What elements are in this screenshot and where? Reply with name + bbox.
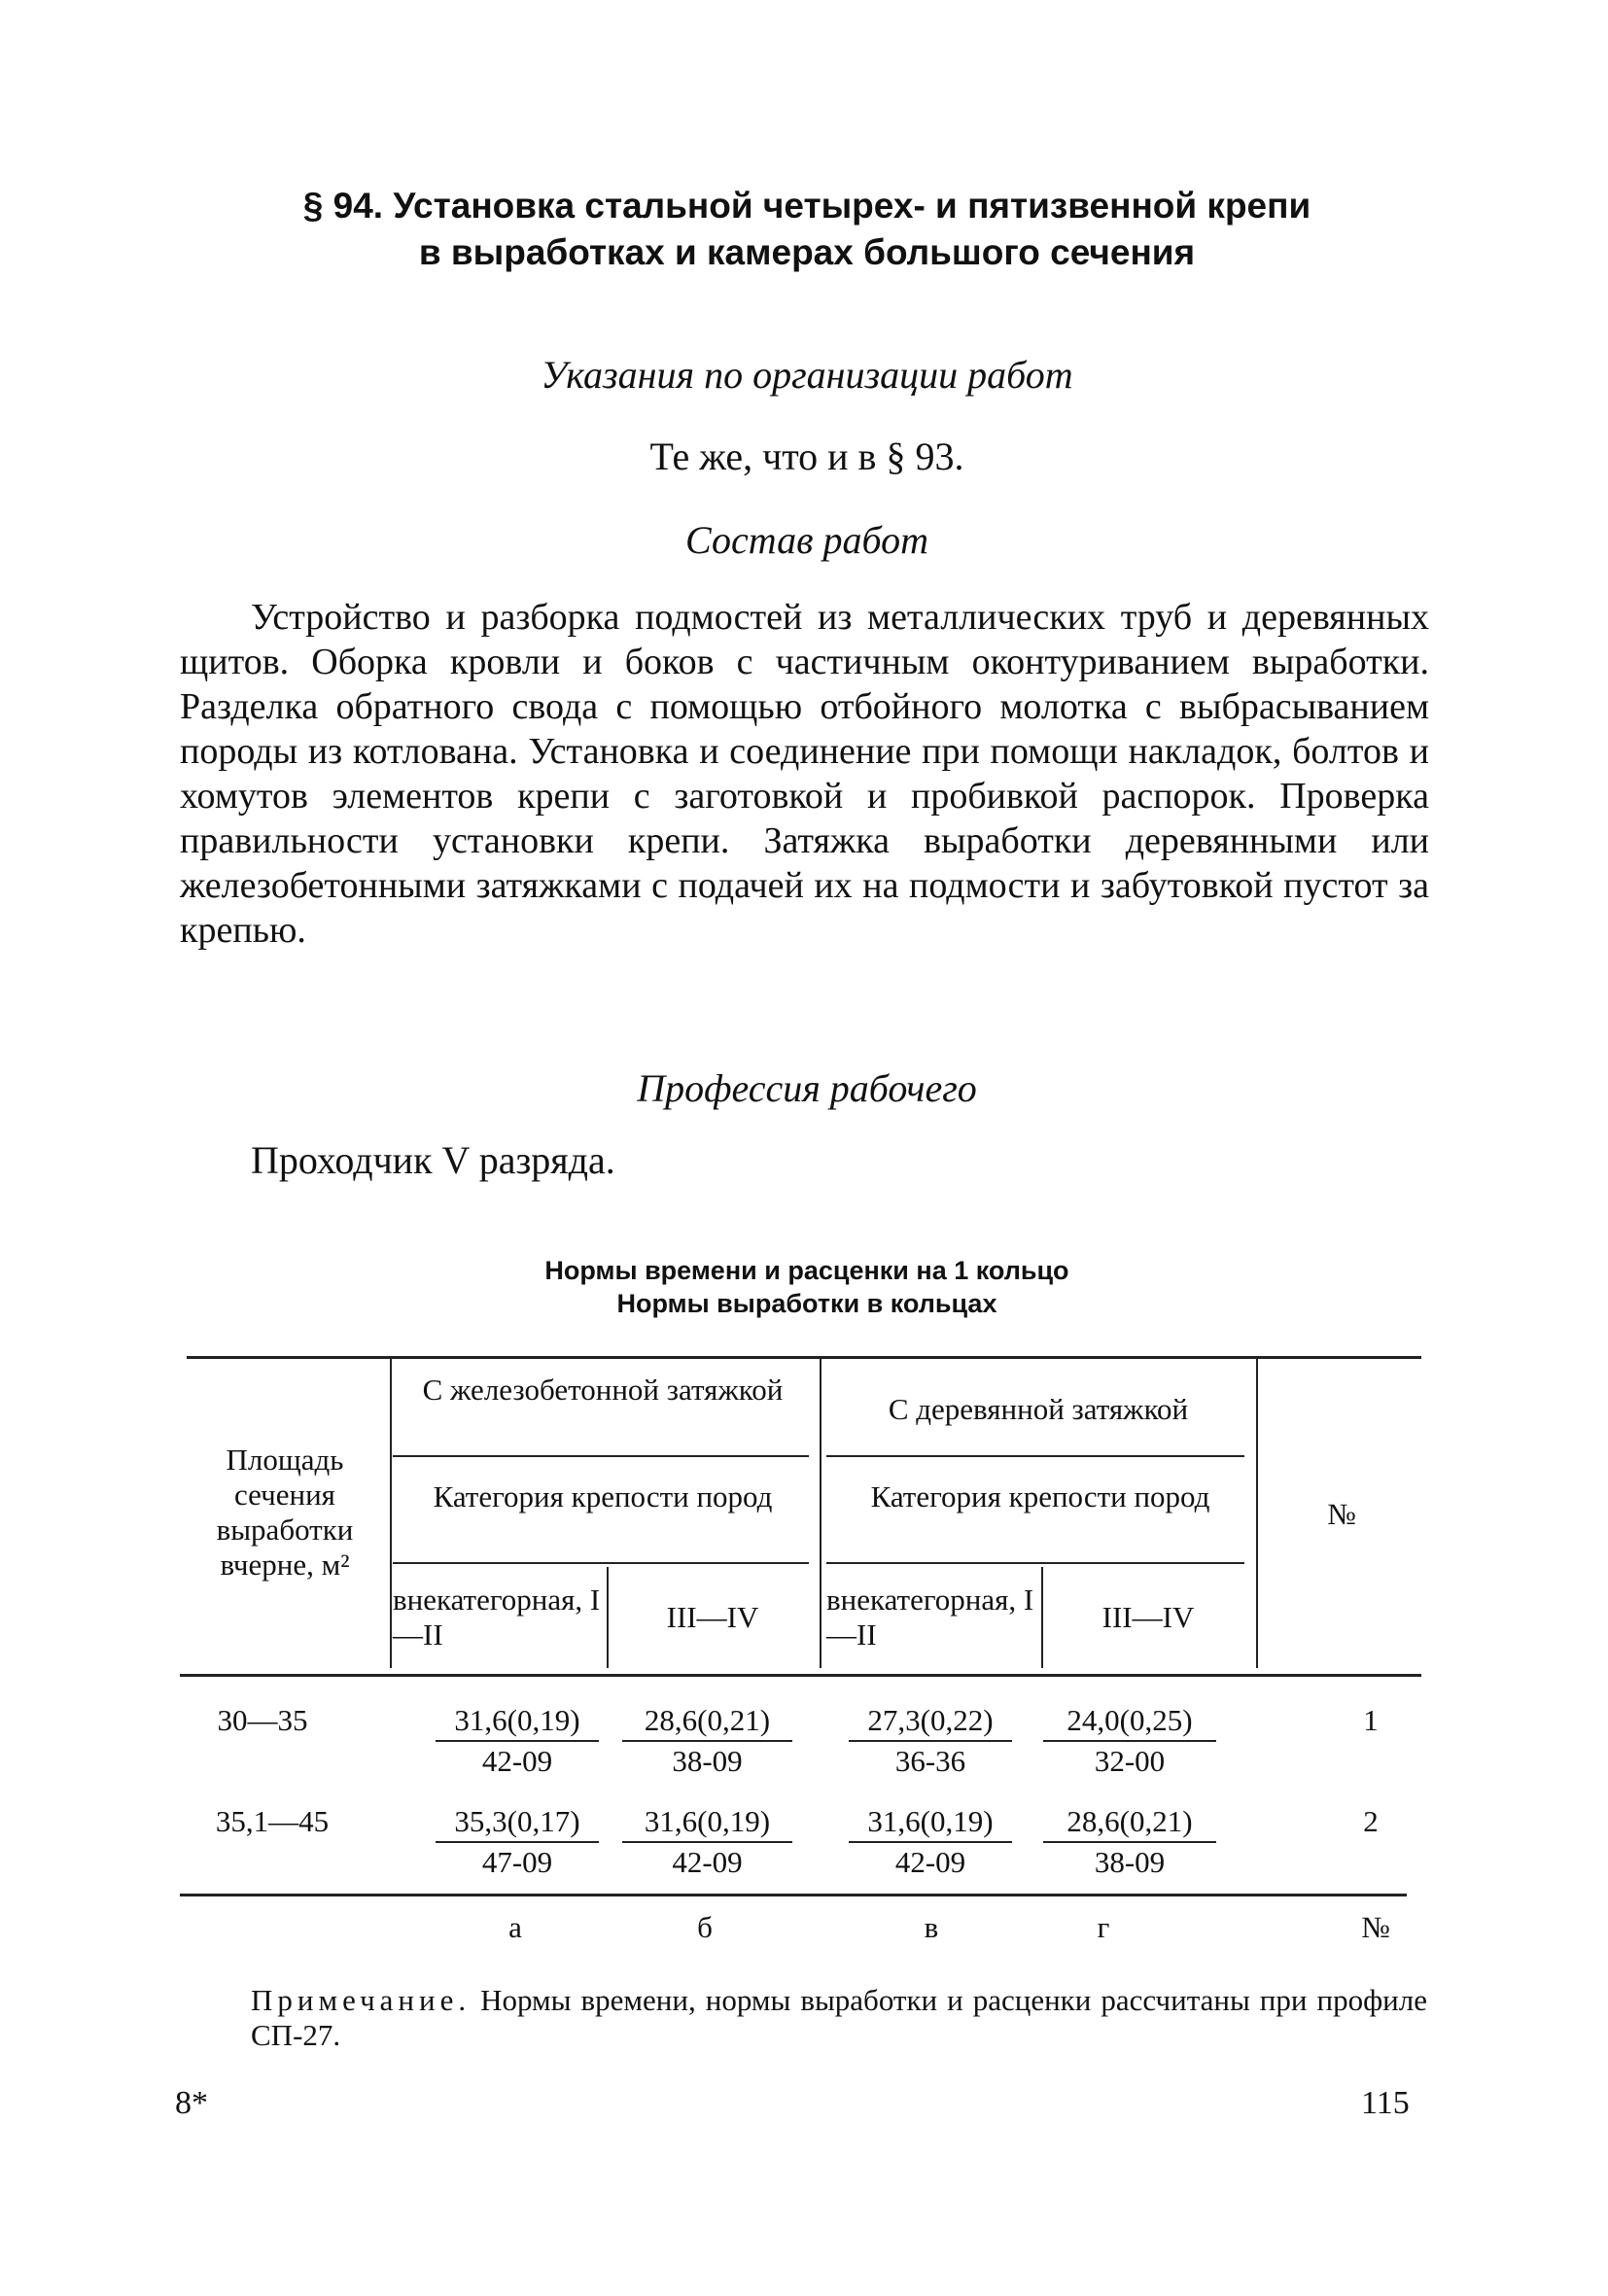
- row2-c-top: 31,6(0,19): [849, 1804, 1012, 1843]
- header-category-wood: Категория крепости пород: [870, 1479, 1210, 1513]
- column-letter-d: г: [1097, 1910, 1110, 1944]
- table-caption: [175, 1254, 1439, 1320]
- table-caption-line2: Нормы выработки в кольцах: [616, 1289, 997, 1318]
- row2-c-bottom: 42-09: [894, 1845, 966, 1879]
- header-rule-wood: [826, 1455, 1244, 1457]
- table-top-rule: [187, 1356, 1421, 1359]
- header-rule-category-concrete: [393, 1562, 809, 1564]
- row1-cell-b: [622, 1703, 792, 1779]
- note-text: Нормы времени, нормы выработки и расценки рассчитаны при профиле СП-27.: [251, 1983, 1427, 2052]
- profession-text: Проходчик V разряда.: [251, 1138, 615, 1182]
- table-header-rule: [180, 1674, 1421, 1677]
- row2-area: 35,1—45: [215, 1804, 330, 1838]
- composition-heading: Состав работ: [685, 518, 928, 562]
- organization-text: Те же, что и в § 93.: [649, 435, 964, 478]
- profession-heading: Профессия рабочего: [637, 1066, 977, 1110]
- row1-area: 30—35: [217, 1703, 308, 1737]
- header-rule-category-wood: [826, 1562, 1244, 1564]
- section-title-line1: § 94. Установка стальной четырех- и пятизвенной крепи: [302, 186, 1311, 226]
- row2-no: 2: [1363, 1804, 1379, 1838]
- row2-cell-a: [436, 1804, 599, 1880]
- row1-b-top: 28,6(0,21): [622, 1703, 792, 1742]
- header-category-concrete: Категория крепости пород: [433, 1479, 773, 1513]
- row1-no: 1: [1363, 1703, 1379, 1737]
- row1-a-top: 31,6(0,19): [436, 1703, 599, 1742]
- vline-group: [820, 1359, 821, 1668]
- header-rule-concrete: [393, 1455, 809, 1457]
- row1-b-bottom: 38-09: [672, 1744, 743, 1778]
- row1-cell-a: [436, 1703, 599, 1779]
- row2-d-bottom: 38-09: [1094, 1845, 1166, 1879]
- column-letter-a: а: [508, 1910, 522, 1944]
- vline-area: [390, 1359, 392, 1668]
- row1-d-bottom: 32-00: [1094, 1744, 1166, 1778]
- organization-heading: Указания по организации работ: [541, 353, 1073, 397]
- vline-concrete-sub: [607, 1567, 609, 1668]
- vline-no: [1256, 1359, 1258, 1668]
- row1-c-top: 27,3(0,22): [849, 1703, 1012, 1742]
- row2-d-top: 28,6(0,21): [1043, 1804, 1216, 1843]
- row1-a-bottom: 42-09: [481, 1744, 553, 1778]
- section-title: [175, 183, 1439, 276]
- note: [251, 1983, 1427, 2053]
- section-title-line2: в выработках и камерах большого сечения: [418, 232, 1196, 272]
- header-no: №: [1327, 1497, 1356, 1531]
- row2-a-bottom: 47-09: [481, 1845, 553, 1879]
- note-label: Примечание.: [251, 1983, 472, 2017]
- header-wood-out-category: внекатегорная, I—II: [826, 1583, 1034, 1652]
- row2-b-top: 31,6(0,19): [622, 1804, 792, 1843]
- row1-d-top: 24,0(0,25): [1043, 1703, 1216, 1742]
- column-letter-no: №: [1361, 1910, 1390, 1944]
- row2-cell-b: [622, 1804, 792, 1880]
- row2-b-bottom: 42-09: [672, 1845, 743, 1879]
- header-wood-3-4: III—IV: [1101, 1600, 1195, 1634]
- row2-cell-d: [1043, 1804, 1216, 1880]
- header-area: Площадь сечения выработки вчерне, м²: [216, 1443, 354, 1582]
- composition-text: Устройство и разборка подмостей из металлических труб и деревянных щитов. Оборка кровли и боков с частичным оконтуриванием выработки. Разделка обратного свода с помощью отбойного молотка с выбрасыванием породы из котлована. Установка и соединение при помощи накладок, болтов и хомутов элементов крепи с заготовкой и пробивкой распорок. Проверка правильности установки крепи. Затяжка выработки деревянными или железобетонными затяжками с подачей их на подмости и забутовкой пустот за крепью.: [180, 597, 1429, 951]
- column-letter-c: в: [924, 1910, 939, 1944]
- column-letter-b: б: [697, 1910, 713, 1944]
- table-bottom-rule: [180, 1894, 1407, 1896]
- row2-a-top: 35,3(0,17): [436, 1804, 599, 1843]
- table-caption-line1: Нормы времени и расценки на 1 кольцо: [544, 1256, 1069, 1285]
- vline-wood-sub: [1041, 1567, 1043, 1668]
- header-concrete-3-4: III—IV: [666, 1600, 759, 1634]
- header-concrete-out-category: внекатегорная, I—II: [393, 1583, 601, 1652]
- row1-c-bottom: 36-36: [894, 1744, 966, 1778]
- signature-mark: 8*: [175, 2085, 208, 2121]
- row2-cell-c: [849, 1804, 1012, 1880]
- page-number: 115: [1361, 2085, 1410, 2121]
- row1-cell-d: [1043, 1703, 1216, 1779]
- header-group-concrete: С железобетонной затяжкой: [422, 1373, 784, 1407]
- header-group-wood: С деревянной затяжкой: [888, 1392, 1189, 1426]
- row1-cell-c: [849, 1703, 1012, 1779]
